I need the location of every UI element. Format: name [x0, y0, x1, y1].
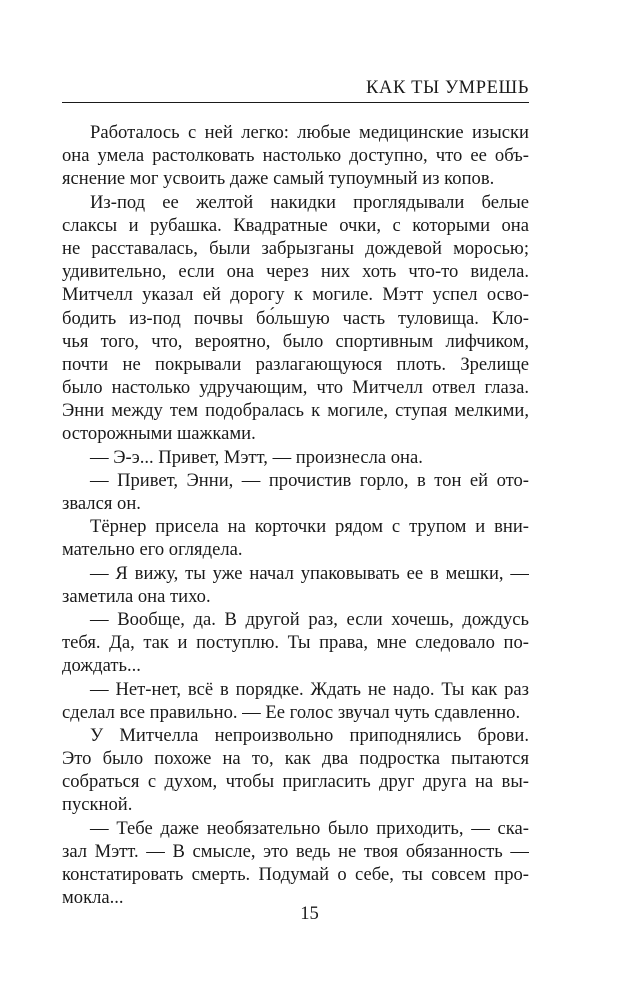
text-line: У Митчелла непроизвольно приподнялись брови. — [90, 724, 529, 746]
text-line: пускной. — [62, 794, 133, 816]
text-line: яснение мог усвоить даже самый тупоумный из копов. — [62, 168, 495, 190]
running-title: КАК ТЫ УМРЕШЬ — [366, 78, 529, 98]
text-line: Митчелл указал ей дорогу к могиле. Мэтт успел осво- — [62, 284, 529, 306]
text-line: — Вообще, да. В другой раз, если хочешь, дождусь — [90, 608, 529, 630]
text-line: — Э-э... Привет, Мэтт, — произнесла она. — [90, 446, 423, 468]
text-line: Энни между тем подобралась к могиле, ступая мелкими, — [62, 400, 529, 422]
text-line: мательно его оглядела. — [62, 539, 243, 561]
text-line: Работалось с ней легко: любые медицинские изыски — [90, 122, 529, 143]
text-line: чья того, что, вероятно, было спортивным лифчиком, — [62, 330, 529, 352]
text-line: почти не покрывали разлагающуюся плоть. Зрелище — [62, 353, 529, 375]
text-line: она умела растолковать настолько доступно, что ее объ- — [62, 145, 529, 167]
text-line: дождать... — [62, 655, 141, 677]
text-line: Из-под ее желтой накидки проглядывали белые — [90, 191, 529, 213]
running-header — [62, 74, 529, 103]
text-line: было настолько удручающим, что Митчелл отвел глаза. — [62, 377, 529, 399]
text-line: удивительно, если она через них хоть что-то видела. — [62, 261, 529, 283]
text-line: сделал все правильно. — Ее голос звучал чуть сдавленно. — [62, 701, 521, 723]
text-line: бодить из-под почвы бо́льшую часть туловища. Кло- — [62, 307, 529, 329]
text-line: Тёрнер присела на корточки рядом с трупом и вни- — [90, 516, 529, 538]
text-line: заметила она тихо. — [62, 585, 211, 607]
text-line: зал Мэтт. — В смысле, это ведь не твоя обязанность — — [62, 840, 529, 862]
text-line: констатировать смерть. Подумай о себе, ты совсем про- — [62, 864, 529, 885]
text-line: не расставалась, были забрызганы дождевой моросью; — [62, 237, 529, 259]
text-line: тебя. Да, так и поступлю. Ты права, мне следовало по- — [62, 632, 529, 654]
page-number: 15 — [300, 903, 319, 924]
text-line: собраться с духом, чтобы пригласить друг друга на вы- — [62, 771, 529, 793]
text-line: — Я вижу, ты уже начал упаковывать ее в мешки, — — [90, 562, 529, 584]
text-line: — Тебе даже необязательно было приходить, — ска- — [90, 817, 529, 839]
text-line: Это было похоже на то, как два подростка пытаются — [62, 748, 529, 770]
text-line: — Привет, Энни, — прочистив горло, в тон ей ото- — [90, 469, 529, 491]
text-line: — Нет-нет, всё в порядке. Ждать не надо. Ты как раз — [90, 678, 529, 700]
text-line: осторожными шажками. — [62, 423, 256, 445]
text-line: слаксы и рубашка. Квадратные очки, с которыми она — [62, 214, 529, 236]
text-line: звался он. — [62, 493, 141, 514]
text-line: мокла... — [62, 887, 124, 909]
body-text — [62, 121, 529, 909]
